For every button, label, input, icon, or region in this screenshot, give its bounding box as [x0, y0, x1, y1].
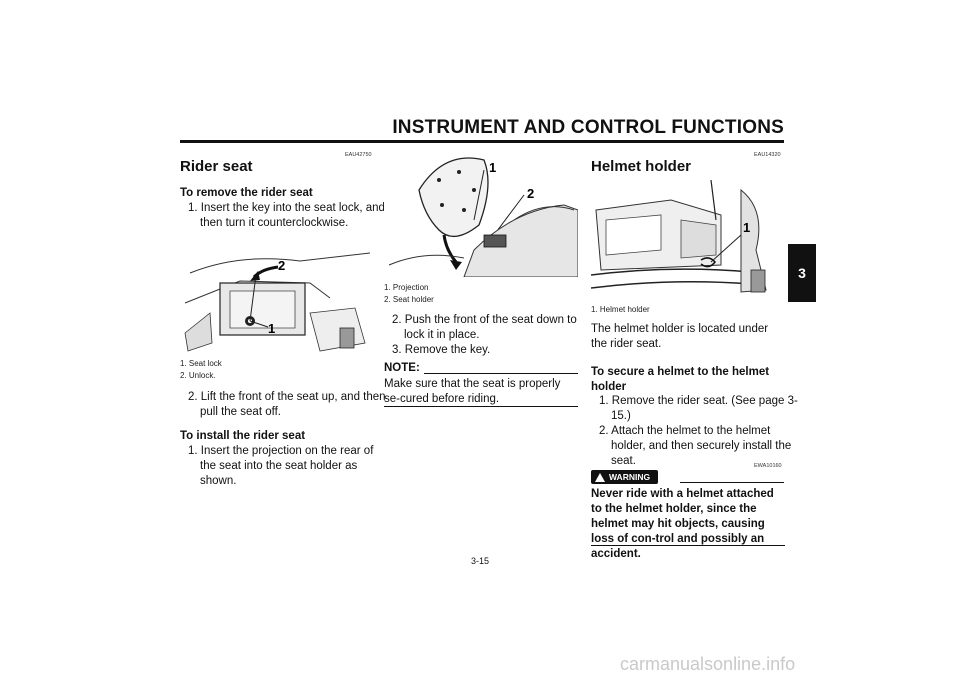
watermark: carmanualsonline.info — [620, 654, 796, 674]
warning-text: Never ride with a helmet attached to the helmet holder, since the helmet may hit objects, causing loss of con-trol and possibly an accident. — [591, 488, 774, 560]
fig2-caption-1: 1. Projection — [384, 283, 429, 292]
seat-holder-figure — [384, 150, 578, 277]
fig1-caption-1: 1. Seat lock — [180, 359, 222, 368]
install-heading: To install the rider seat — [180, 430, 306, 442]
secure-step-2: 2. Attach the helmet to the helmet holder, and then securely install the seat. — [599, 425, 792, 467]
secure-step-1: 1. Remove the rider seat. (See page 3-15.) — [599, 395, 798, 422]
note-label: NOTE: — [384, 362, 420, 374]
install-step-3: 3. Remove the key. — [392, 344, 491, 356]
warning-badge — [591, 470, 658, 484]
page-header-title: INSTRUMENT AND CONTROL FUNCTIONS — [392, 117, 784, 138]
warning-bottom-rule — [591, 545, 785, 546]
section-code: EAU42750 — [345, 152, 372, 158]
note-top-rule — [424, 373, 578, 374]
header-rule — [180, 140, 784, 143]
fig1-caption-2: 2. Unlock. — [180, 371, 216, 380]
warning-top-rule — [680, 482, 784, 483]
install-step-1: 1. Insert the projection on the rear of the seat into the seat holder as shown. — [188, 445, 374, 487]
section-code-helmet: EAU14320 — [754, 152, 781, 158]
fig2-callout-2: 2 — [527, 186, 535, 201]
warning-icon — [595, 473, 605, 482]
seat-lock-figure — [180, 243, 373, 354]
fig2-callout-1: 1 — [489, 160, 497, 175]
remove-step-2: 2. Lift the front of the seat up, and then pull the seat off. — [188, 391, 386, 418]
fig2-caption-2: 2. Seat holder — [384, 295, 434, 304]
helmet-intro: The helmet holder is located under the rider seat. — [591, 323, 769, 350]
chapter-tab: 3 — [788, 244, 816, 302]
fig1-callout-2: 2 — [278, 258, 286, 273]
section-title-rider-seat: Rider seat — [180, 158, 253, 175]
fig1-callout-1: 1 — [268, 321, 276, 336]
fig3-caption-1: 1. Helmet holder — [591, 305, 650, 314]
helmet-holder-figure — [591, 180, 785, 298]
warning-code: EWA10160 — [754, 463, 782, 469]
secure-heading: To secure a helmet to the helmet holder — [591, 366, 770, 393]
note-text: Make sure that the seat is properly se-cured before riding. — [384, 378, 561, 405]
note-bottom-rule — [384, 406, 578, 407]
fig3-callout-1: 1 — [743, 220, 751, 235]
section-title-helmet-holder: Helmet holder — [591, 158, 692, 175]
remove-heading: To remove the rider seat — [180, 187, 313, 199]
remove-step-1: 1. Insert the key into the seat lock, and then turn it counterclockwise. — [188, 202, 385, 229]
install-step-2: 2. Push the front of the seat down to lock it in place. — [392, 314, 577, 341]
warning-label: WARNING — [609, 472, 651, 482]
page-number: 3-15 — [470, 556, 489, 566]
